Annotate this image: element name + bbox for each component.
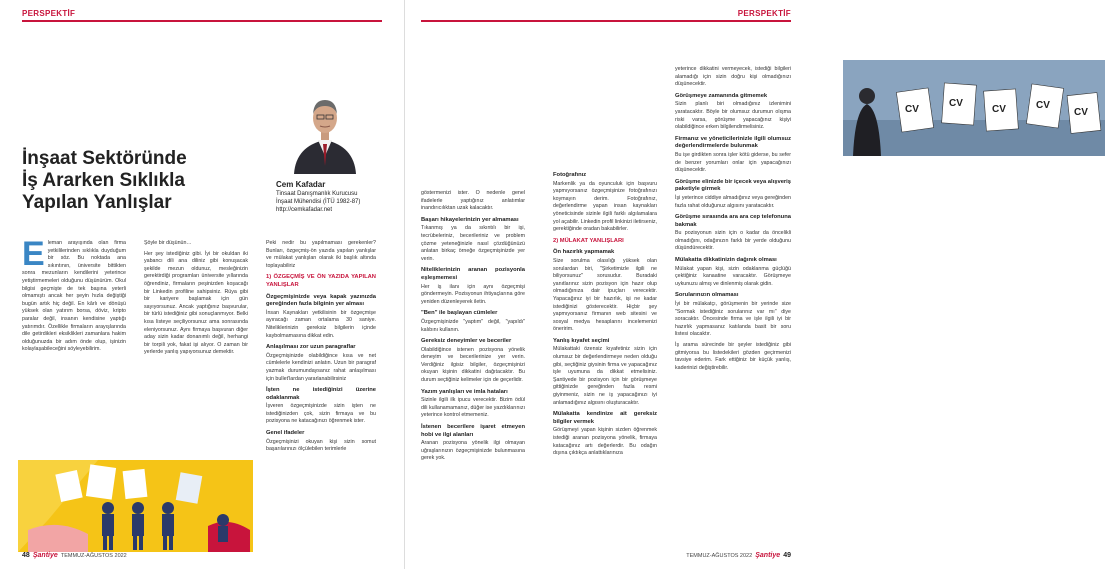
subheading: Yazım yanlışları ve imla hataları xyxy=(421,388,508,395)
subheading: Sorularınızın olmaması xyxy=(675,292,739,299)
paragraph: Mülakattaki özensiz kıyafetiniz sizin için olumsuz bir değerlendirmeye neden olduğu gibi, seçtiğiniz giysinin firma ve yapacağınız işle uyumuna da dikkat etmelisiniz. Şantiyede bir pozisyon için bir görüşmeye gittiğinizde gereğinden fazla resmi giyinmeniz, sizin ne iş yapacağınızı iyi anlamadığınız algısını oluşturacaktır. xyxy=(553,346,657,406)
author-education: İnşaat Mühendisi (İTÜ 1982-87) xyxy=(276,199,361,205)
column-3 xyxy=(266,240,376,457)
subheading: Genel ifadeler xyxy=(266,430,305,437)
subheading: Görüşme sırasında ara ara cep telefonuna bakmak xyxy=(675,214,791,228)
subheading: Niteliklerinizin aranan pozisyonla eşleşmemesi xyxy=(421,267,525,281)
left-footer xyxy=(22,552,127,559)
section-heading: 2) MÜLAKAT YANLIŞLARI xyxy=(553,237,624,244)
page-number: 48 xyxy=(22,552,30,559)
column-5 xyxy=(553,168,657,461)
article-title xyxy=(22,148,207,214)
cv-label: CV xyxy=(1074,107,1088,118)
cv-label: CV xyxy=(905,104,919,115)
magazine-logo: Şantiye xyxy=(755,552,781,559)
subheading: Firmanız ve yöneticilerinizle ilgili olumsuz değerlendirmelerde bulunmak xyxy=(675,135,791,150)
author-role: Tinsaat Danışmanlık Kurucusu xyxy=(276,191,358,197)
subheading: Görüşme elinizde bir içecek veya alışveriş paketiyle girmek xyxy=(675,178,792,193)
paragraph: Özgeçmişinizde olabildiğince kısa ve net cümlelerle kendinizi anlatın. Uzun bir paragraf yazmak durumundaysanız rahat anlaşılması için bullet'lardan yararlanabilirsiniz xyxy=(266,352,376,382)
author-website[interactable]: http://cemkafadar.net xyxy=(276,207,333,213)
paragraph: Olabildiğince istenen pozisyona yönelik deneyim ve becerilerinize yer verin. Verdiğiniz ilgisiz bilgiler, özgeçmişinizi okuyan kişinin dikkatini dağıtacaktır. Bu durum seçtiğiniz kelimeler için de geçerlidir. xyxy=(421,346,525,384)
paragraph: Her iş ilanı için aynı özgeçmişi göndermeyin. Pozisyonun ihtiyaçlarına göre yeniden düzenleyerek iletin. xyxy=(421,283,525,305)
left-page xyxy=(0,0,405,569)
subheading: Gereksiz deneyimler ve beceriler xyxy=(421,338,512,345)
paragraph: Görüşmeyi yapan kişinin sizden öğrenmek istediği aranan pozisyona yönelik, firmaya katacağınız artı değerlerdir. Bu odağın dışına çıktıkça anlattıklarınıza xyxy=(553,427,657,457)
issue-date: TEMMUZ-AĞUSTOS 2022 xyxy=(686,553,753,559)
subheading: Mülakatta dikkatinizin dağınık olması xyxy=(675,257,777,264)
issue-date: TEMMUZ-AĞUSTOS 2022 xyxy=(60,553,127,559)
section-tag: PERSPEKTİF xyxy=(22,9,76,18)
paragraph: Tıkanmış ya da sıkıntılı bir işi, tecrübeleriniz, becerileriniz ve problem çözme yeteneğinizle nasıl çözdüğünüzü anlatan birkaç örneğe özgeçmişinizde yer verin. xyxy=(421,225,525,262)
author-name: Cem Kafadar xyxy=(276,180,326,189)
drop-cap: E xyxy=(22,235,45,273)
subheading: Anlaşılması zor uzun paragraflar xyxy=(266,344,356,351)
paragraph: İnsan Kaynakları yetkilisinin bir özgeçmişe ayıracağı zaman ortalama 30 saniye. Niteliklerinizin gereksiz bilgilerin içinde kaybolmamasına dikkat edin. xyxy=(266,309,376,339)
right-page xyxy=(405,0,1088,569)
paragraph: İşveren özgeçmişinizde sizin işten ne istediğinizden çok, sizin firmaya ve bu pozisyona ne katacağınızı öğrenmek ister. xyxy=(266,403,376,425)
job-search-illustration xyxy=(18,460,253,552)
cv-cards-photo xyxy=(843,60,1105,156)
intro-text: leman arayışında olan firma yetkililerinden sıklıkla duyduğum bir söz. Bu noktada ana sıkıntının, üniversite bittikten sonra mezunların kendilerini yeterince yetiştirmemeleri olduğunu düşünürüm. Okul bilgisi geçmişte de tek başına yeterli olmamıştı ancak her şeyin hızla değiştiği bugün artık hiç değil. En kârlı ve dönüşü yüksek olan yatırım borsa, döviz, kripto paralar değil, insanın kendisine yaptığı yatırımdır. Özellikle firmaların arayışlarında dile getirdikleri eksiklikleri zamanlara hakim olduğunuzda bir adım önde olup, işinizin kolaylaşabileceğini söyleyebilirim. xyxy=(22,240,126,353)
paragraph: Aranan pozisyona yönelik ilgi olmayan uğraşlarınızın özgeçmişinizde bulunmasına gerek yok. xyxy=(421,440,525,462)
author-portrait xyxy=(290,82,360,174)
subheading: Yanlış kıyafet seçimi xyxy=(553,337,610,344)
subheading: Ön hazırlık yapmamak xyxy=(553,249,615,256)
paragraph: Sizin planlı biri olmadığınız izlenimini yaratacaktır. Böyle bir olumsuz durumun olışma riski varsa, görüşme yapacağınız kişiyi olabildiğince erken bilgilendirmelisiniz. xyxy=(675,101,791,131)
top-rule xyxy=(421,20,791,22)
paragraph: Size sorulma olasılığı yüksek olan sorulardan biri, "Şirketimizle ilgili ne biliyorsunuz" sorusudur. Buradaki yanıtlarınız sizin pozisyon için hazır olup olmadığınıza dair ipuçları verecektir. Yapacağınız iyi bir hazırlık, işi ne kadar istediğinizi gösterecektir. Hiçbir şey yapmıyorsanız firmanın web sitesini ve sosyal medya hesaplarını incelemenizi öneririm. xyxy=(553,257,657,333)
right-footer xyxy=(686,552,791,559)
section-heading: 1) ÖZGEÇMİŞ VE ÖN YAZIDA YAPILAN YANLIŞLAR xyxy=(266,274,376,288)
paragraph: göstermenizi ister. O nedenle genel ifadelerle yaptığınız anlatımlar inandırıcılıktan uzak kalacaktır. xyxy=(421,190,525,212)
subheading: Mülakatta kendinize ait gereksiz bilgiler vermek xyxy=(553,411,657,425)
top-rule xyxy=(22,20,382,22)
magazine-logo: Şantiye xyxy=(32,552,58,559)
page-number: 49 xyxy=(783,552,791,559)
paragraph: Şöyle bir düşünün… xyxy=(144,240,192,246)
paragraph: Peki nedir bu yapılmaması gerekenler? Bunları, özgeçmiş-ön yazıda yapılan yanlışlar ve mülakat yanlışları olarak iki başlık altında toplayabiliriz xyxy=(266,240,376,269)
column-1 xyxy=(22,235,126,354)
subheading: Fotoğrafınız xyxy=(553,172,587,178)
column-4 xyxy=(421,190,525,466)
title-line-3: Yapılan Yanlışlar xyxy=(22,192,172,213)
subheading: Görüşmeye zamanında gitmemek xyxy=(675,92,768,99)
paragraph: Özgeçmişinizde "yaptım" değil, "yapıldı" kalıbını kullanın. xyxy=(421,318,525,333)
paragraph: Bu pozisyonun sizin için o kadar da öncelikli olmadığını, odağınızın farklı bir yerde olduğunu düşündürecektir. xyxy=(675,230,791,252)
paragraph: Markenlik ya da oyunculuk için başvuru yapmıyorsanız özgeçmişinize fotoğrafınızı koymayın derim. Fotoğrafınız, değerlendirme yapan insan kaynakları yöneticisinde sizinle ilgili farklı algılamalara yol açabilir. Linkedin profil linkinizi iletirseniz, gerektiğinde oradan bakabilirler. xyxy=(553,180,657,233)
subheading: İstenen becerilere işaret etmeyen hobi ve ilgi alanları xyxy=(421,424,525,438)
cv-label: CV xyxy=(992,104,1006,115)
paragraph: İş arama sürecinde bir şeyler istediğiniz gibi gitmiyorsa bu listedekileri gözden geçirmenizi tavsiye ederim. Fark ettiğiniz bir küçük yanlış, kaderinizi değiştirebilir. xyxy=(675,342,791,371)
paragraph: Bu işe girdikten sonra işler kötü giderse, bu sefer de benzer yorumları onlar için yapacağınızı düşünecektir. xyxy=(675,151,791,174)
column-6 xyxy=(675,66,791,375)
subheading: Özgeçmişinizde veya kapak yazınızda gereğinden fazla bilginin yer alması xyxy=(266,293,376,308)
subheading: İşten ne istediğinizi üzerine odaklanmak xyxy=(266,387,376,401)
paragraph: Mülakat yapan kişi, sizin odaklanma güçlüğü çektiğiniz kanaatine varacaktır. Görüşmeye uykunuzu almış ve dinlenmiş olarak gidin. xyxy=(675,265,791,287)
title-line-1: İnşaat Sektöründe xyxy=(22,148,187,169)
title-line-2: İş Ararken Sıklıkla xyxy=(22,170,186,191)
author-byline xyxy=(276,180,396,214)
column-2 xyxy=(144,240,248,360)
paragraph: Sizinle ilgili ilk ipucu verecektir. Bizim ödül dili kullanamamanız, düğer ise yazdıklarınızı yeterince kontrol etmemeniz. xyxy=(421,397,525,419)
paragraph: Özgeçmişinizi okuyan kişi sizin somut başarılarınızı ölçülebilen terimlerle xyxy=(266,438,376,453)
cv-label: CV xyxy=(1036,100,1050,111)
paragraph: yeterince dikkatini vermeyecek, istediği bilgileri alamadığı için sizin doğru kişi olmadığınızı düşünecektir. xyxy=(675,66,791,88)
subheading: "Ben" ile başlayan cümleler xyxy=(421,310,498,317)
paragraph: Her şey istediğiniz gibi. İyi bir okuldan iki yabancı dili ana diliniz gibi konuşacak şekilde mezun oldunuz, mesleğinizin gerektirdiği programları üniversite yıllarında öğrendiniz, firmaların peşinizden koşacağı bir Linkedin profiline sahipsiniz. Rüya gibi bir kariyere başlamak için gün sayıyorsunuz. Ancak yaptığınız başvurular, bir türlü istediğiniz gibi sonuçlanmıyor. Belki kısa listeye seçiliyorsunuz ama sonrasında eleniyorsunuz. Aynı firmaya başvuran diğer aday sizin kadar donanımlı değil, herhangi bir torpili yok, fakat işi alıyor. O zaman bir yerlerde yanlış yapıyorsunuz demektir. xyxy=(144,250,248,356)
subheading: Başarı hikayelerinizin yer almaması xyxy=(421,216,519,223)
paragraph: İyi bir mülakatçı, görüşmenin bir yerinde size "Sormak istediğiniz sorularınız var mı" diye soracaktır. Öncesinde firma ve işle ilgili iyi bir hazırlık yapmasanız katılanda basit bir soru listesi olacaktır. xyxy=(675,301,791,338)
paragraph: İşi yeterince ciddiye almadığınız veya gereğinden fazla rahat olduğunuz algısını yaratacaktır. xyxy=(675,194,791,209)
cv-label: CV xyxy=(949,98,963,109)
section-tag: PERSPEKTİF xyxy=(737,9,791,18)
